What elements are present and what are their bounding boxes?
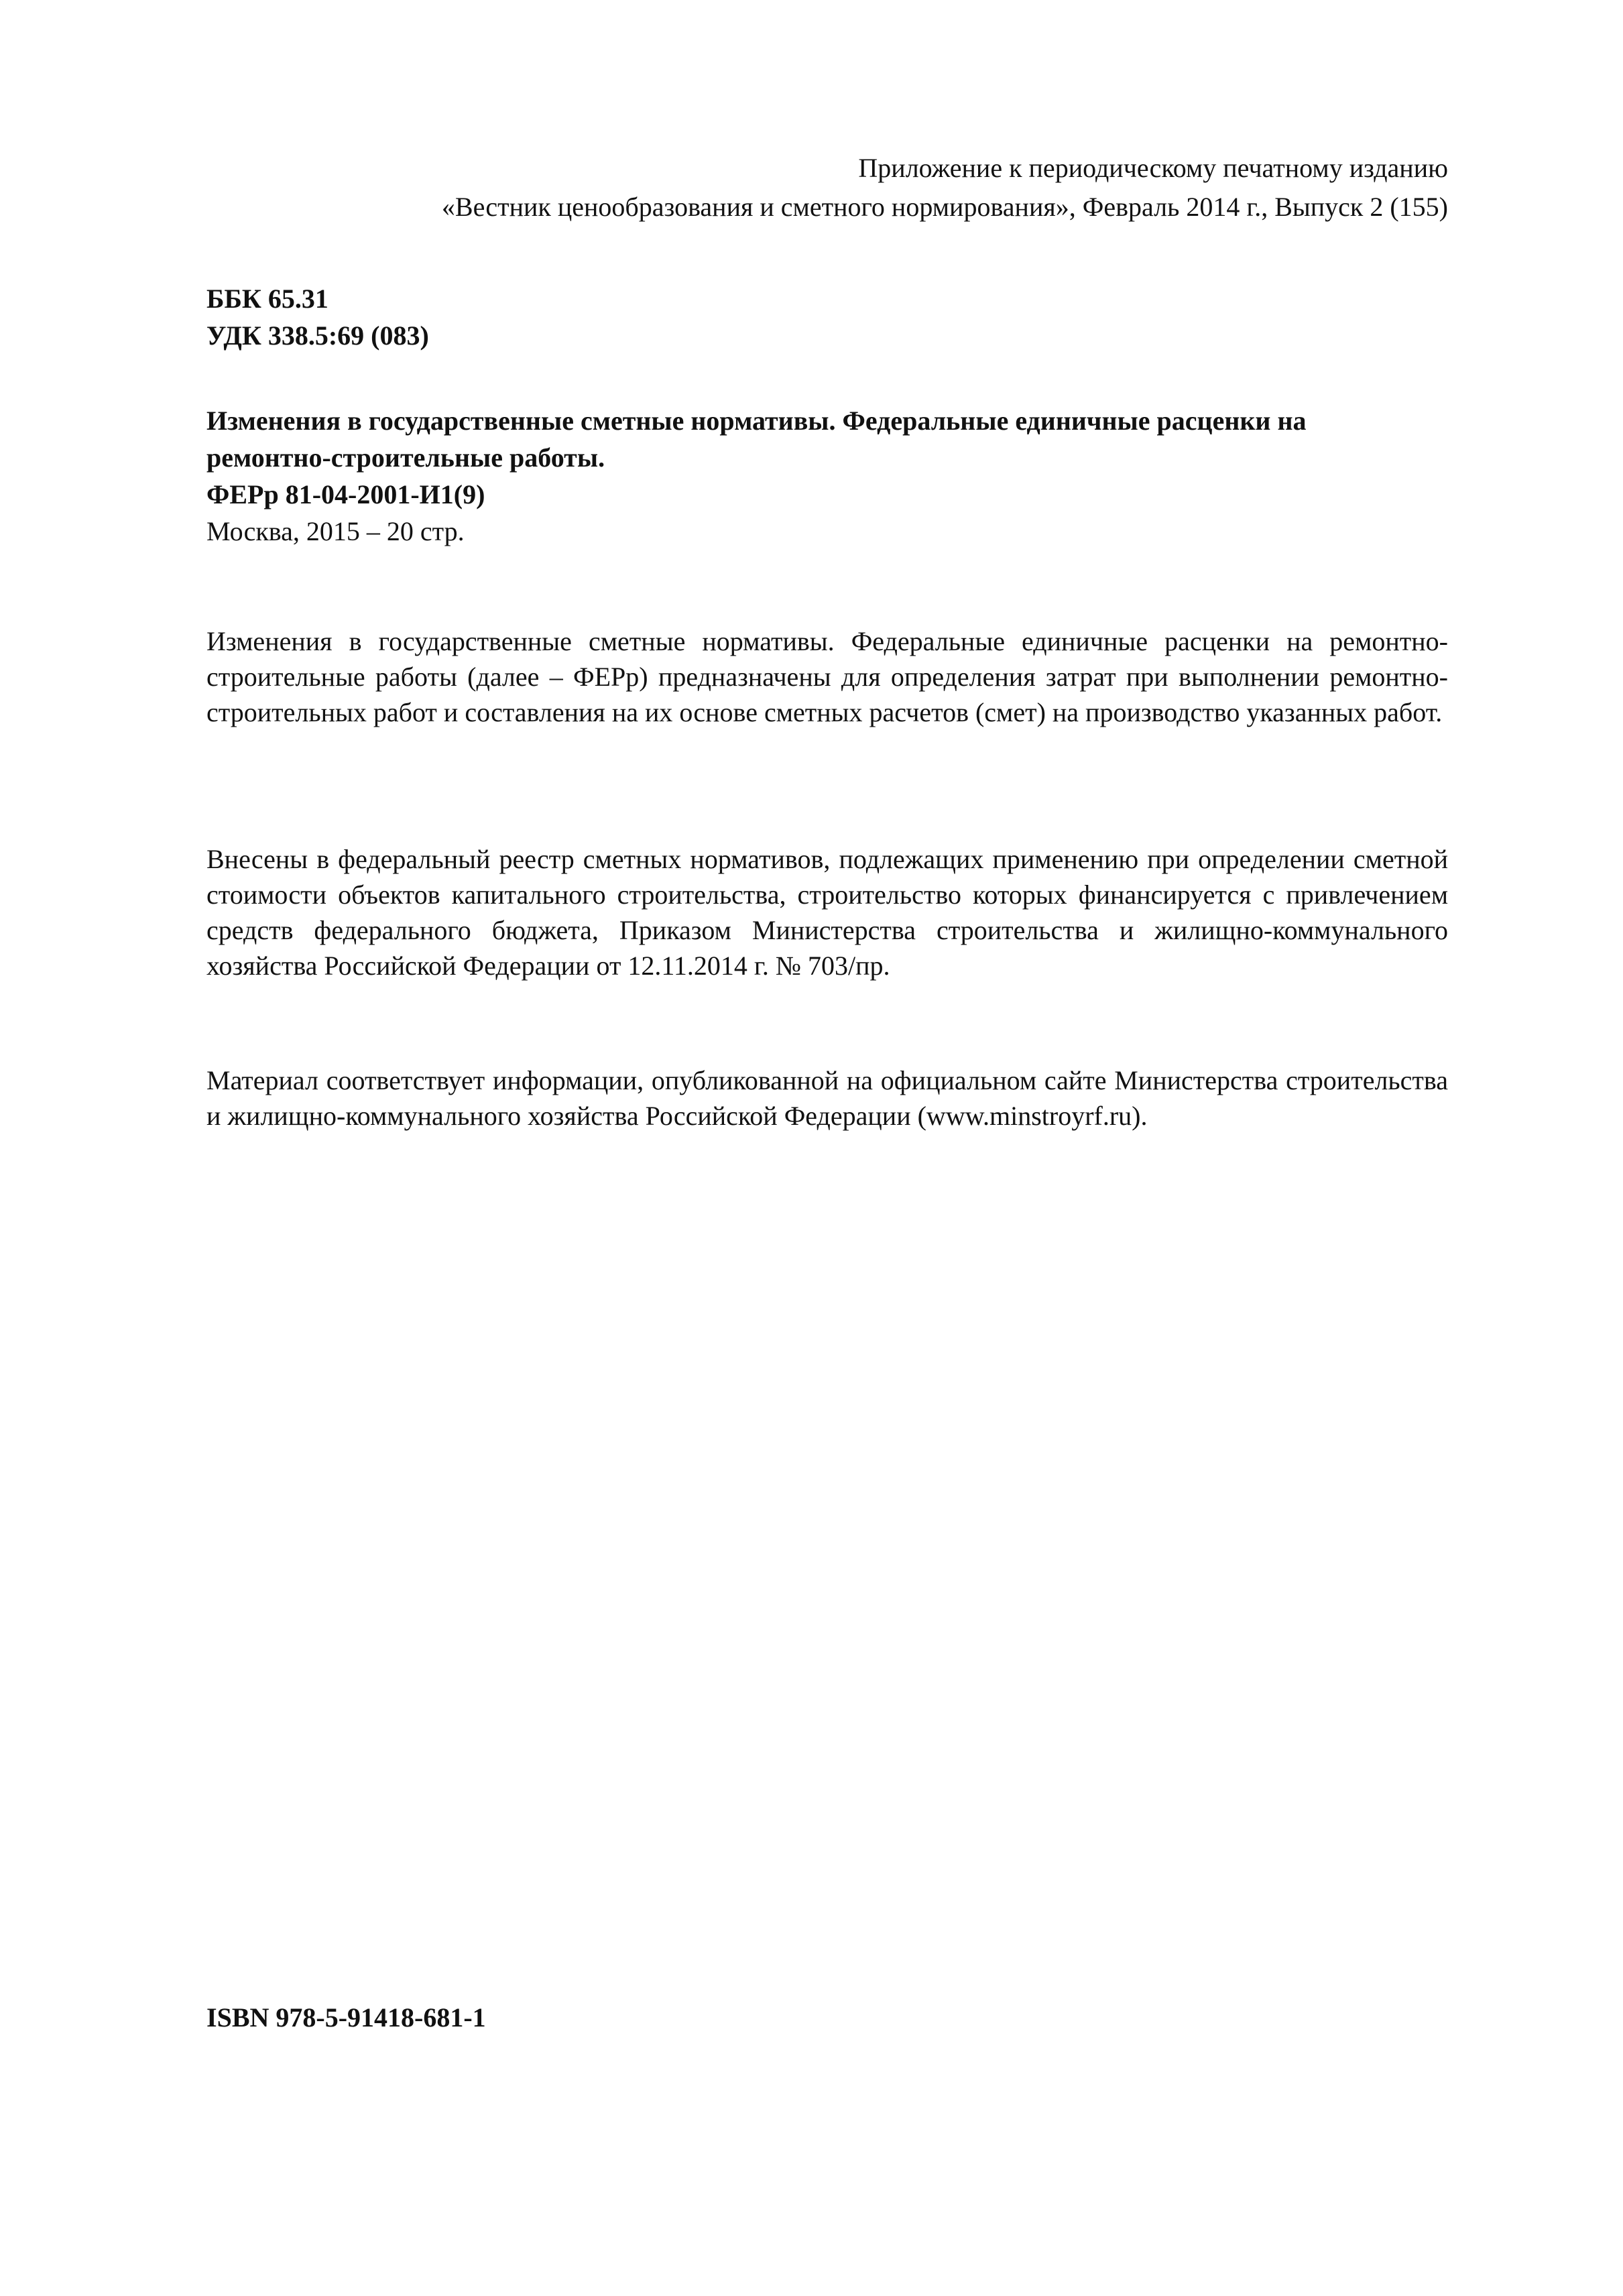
title-line-2: ремонтно-строительные работы. <box>206 442 605 473</box>
bbk-code: ББК 65.31 <box>206 284 328 314</box>
header-line-1: Приложение к периодическому печатному изданию <box>858 153 1448 183</box>
document-title-block <box>206 402 1413 550</box>
document-code: ФЕРр 81-04-2001-И1(9) <box>206 479 485 509</box>
isbn-number: ISBN 978-5-91418-681-1 <box>206 2002 486 2033</box>
place-and-year: Москва, 2015 – 20 стр. <box>206 516 465 546</box>
description-paragraph: Изменения в государственные сметные нормативы. Федеральные единичные расценки на ремонтно-строительные работы (далее – ФЕРр) предназначены для определения затрат при выполнении ремонтно-строительных работ и составления на их основе сметных расчетов (смет) на производство указанных работ. <box>206 626 1448 727</box>
classification-codes <box>206 280 429 354</box>
publication-header <box>416 149 1448 227</box>
title-line-1: Изменения в государственные сметные нормативы. Федеральные единичные расценки на <box>206 406 1307 436</box>
registry-paragraph: Внесены в федеральный реестр сметных нормативов, подлежащих применению при определении сметной стоимости объектов капитального строительства, строительство которых финансируется с привлечением средств федерального бюджета, Приказом Министерства строительства и жилищно-коммунального хозяйства Российской Федерации от 12.11.2014 г. № 703/пр. <box>206 844 1448 981</box>
udk-code: УДК 338.5:69 (083) <box>206 320 429 351</box>
source-paragraph: Материал соответствует информации, опубликованной на официальном сайте Министерства строительства и жилищно-коммунального хозяйства Российской Федерации (www.minstroyrf.ru). <box>206 1065 1448 1131</box>
header-line-2: «Вестник ценообразования и сметного нормирования», Февраль 2014 г., Выпуск 2 (155) <box>441 192 1448 222</box>
